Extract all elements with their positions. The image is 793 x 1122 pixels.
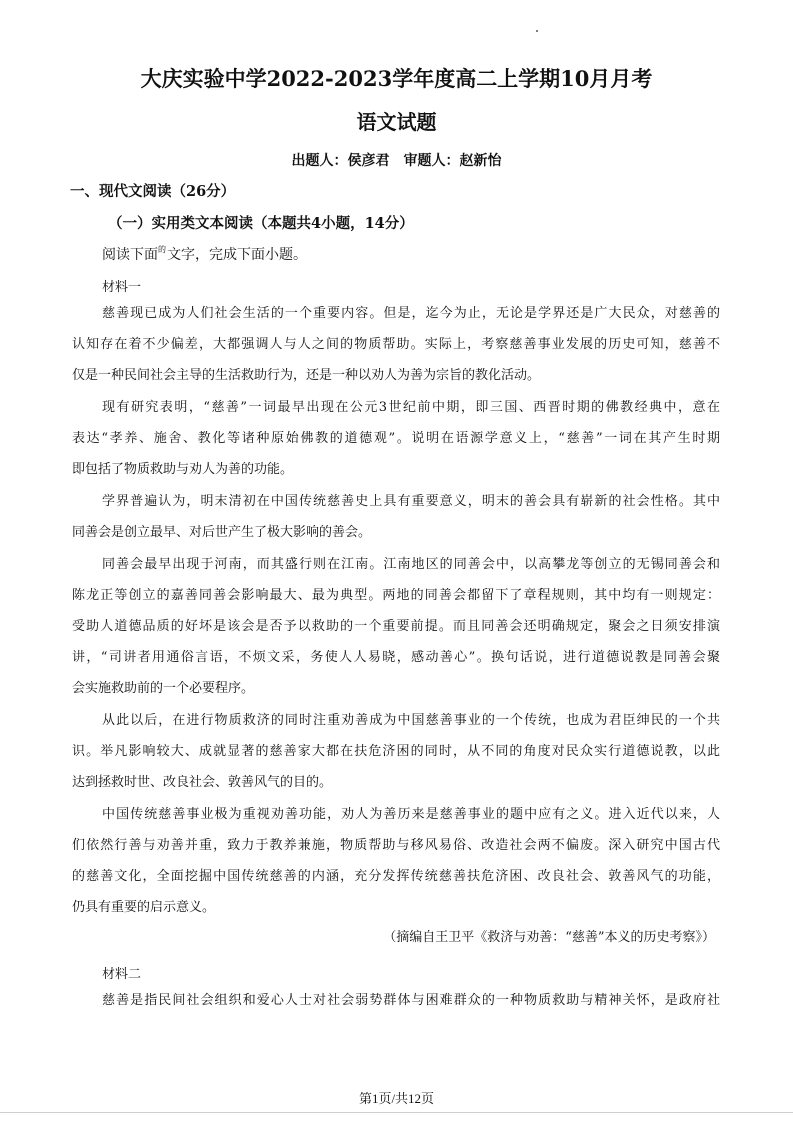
material-one-paragraph (72, 799, 720, 923)
paragraph-line: 仅是一种民间社会主导的生活救助行为，还是一种以劝人为善为宗旨的教化活动。 (72, 368, 541, 383)
paragraph-line: 陈龙正等创立的嘉善同善会影响最大、最为典型。两地的同善会都留下了章程规则，其中均有一则规定： (72, 588, 720, 603)
paragraph-line: 达到拯救时世、改良社会、敦善风气的目的。 (72, 775, 333, 790)
instruction-after: 文字，完成下面小题。 (167, 247, 307, 263)
paragraph-line: 会实施救助前的一个必要程序。 (72, 681, 255, 696)
paragraph-line: 现有研究表明，“慈善”一词最早出现在公元3世纪前中期，即三国、西晋时期的佛教经典中，意在 (102, 400, 720, 415)
paragraph-line: 即包括了物质救助与劝人为善的功能。 (72, 462, 294, 477)
material-one-paragraph (72, 486, 720, 548)
paragraph-line: 识。举凡影响较大、成就显著的慈善家大都在扶危济困的同时，从不同的角度对民众实行道德说教，以此 (72, 744, 720, 759)
subsection-heading: （一）实用类文本阅读（本题共4小题，14分） (108, 215, 414, 232)
paragraph-line: 受助人道德品质的好坏是该会是否予以救助的一个重要前提。而且同善会还明确规定，聚会之日须安排演 (72, 619, 720, 634)
paragraph-line: 表达“孝养、施舍、教化等诸种原始佛教的道德观”。说明在语源学意义上，“慈善”一词在其产生时期 (72, 431, 720, 446)
page-number: 第1页/共12页 (358, 1091, 435, 1106)
page-bottom-rule (0, 1112, 793, 1113)
exam-subject: 语文试题 (356, 110, 437, 134)
material-two-paragraph (72, 985, 720, 1016)
paragraph-line: 同善会最早出现于河南，而其盛行则在江南。江南地区的同善会中，以高攀龙等创立的无锡同善会和 (102, 557, 720, 572)
paragraph-line: 从此以后，在进行物质救济的同时注重劝善成为中国慈善事业的一个传统，也成为君臣绅民的一个共 (102, 713, 720, 728)
material-one-paragraph (72, 298, 720, 391)
setter-name: 出题人：侯彦君 (291, 153, 390, 169)
material-one-paragraph (72, 705, 720, 798)
reading-instruction (102, 244, 307, 264)
reviewer-name: 审题人：赵新怡 (403, 153, 502, 169)
paragraph-line: 慈善现已成为人们社会生活的一个重要内容。但是，迄今为止，无论是学界还是广大民众，对慈善的 (102, 306, 720, 321)
paragraph-line: 的慈善文化，全面挖掘中国传统慈善的内涵，充分发挥传统慈善扶危济困、改良社会、敦善风气的功能， (72, 869, 720, 884)
section-heading: 一、现代文阅读（26分） (70, 183, 236, 200)
exam-authors (0, 150, 793, 170)
scan-dot (536, 30, 538, 32)
paragraph-line: 认知存在着不少偏差，大都强调人与人之间的物质帮助。实际上，考察慈善事业发展的历史可知，慈善不 (72, 337, 720, 352)
material-one-label: 材料一 (102, 280, 142, 295)
material-one-source: （摘编自王卫平《救济与劝善：“慈善”本义的历史考察》） (383, 930, 715, 945)
paragraph-line: 学界普遍认为，明末清初在中国传统慈善史上具有重要意义，明末的善会具有崭新的社会性格。其中 (102, 494, 720, 509)
paragraph-line: 们依然行善与劝善并重，致力于教养兼施，物质帮助与移风易俗、改造社会两不偏废。深入研究中国古代 (72, 838, 720, 853)
exam-title: 大庆实验中学2022-2023学年度高二上学期10月月考 (140, 66, 653, 91)
paragraph-line: 讲，“司讲者用通俗言语，不烦文采，务使人人易晓，感动善心”。换句话说，进行道德说教是同善会聚 (72, 650, 720, 665)
instruction-before: 阅读下面 (102, 247, 158, 263)
instruction-sup: 的 (158, 245, 166, 254)
paragraph-line: 慈善是指民间社会组织和爱心人士对社会弱势群体与困难群众的一种物质救助与精神关怀，是政府社 (102, 993, 720, 1008)
material-two-label: 材料二 (102, 967, 142, 982)
material-one-paragraph (72, 392, 720, 485)
material-one-paragraph (72, 549, 720, 704)
paragraph-line: 仍具有重要的启示意义。 (72, 900, 216, 915)
paragraph-line: 中国传统慈善事业极为重视劝善功能，劝人为善历来是慈善事业的题中应有之义。进入近代以来，人 (102, 807, 720, 822)
paragraph-line: 同善会是创立最早、对后世产生了极大影响的善会。 (72, 525, 372, 540)
